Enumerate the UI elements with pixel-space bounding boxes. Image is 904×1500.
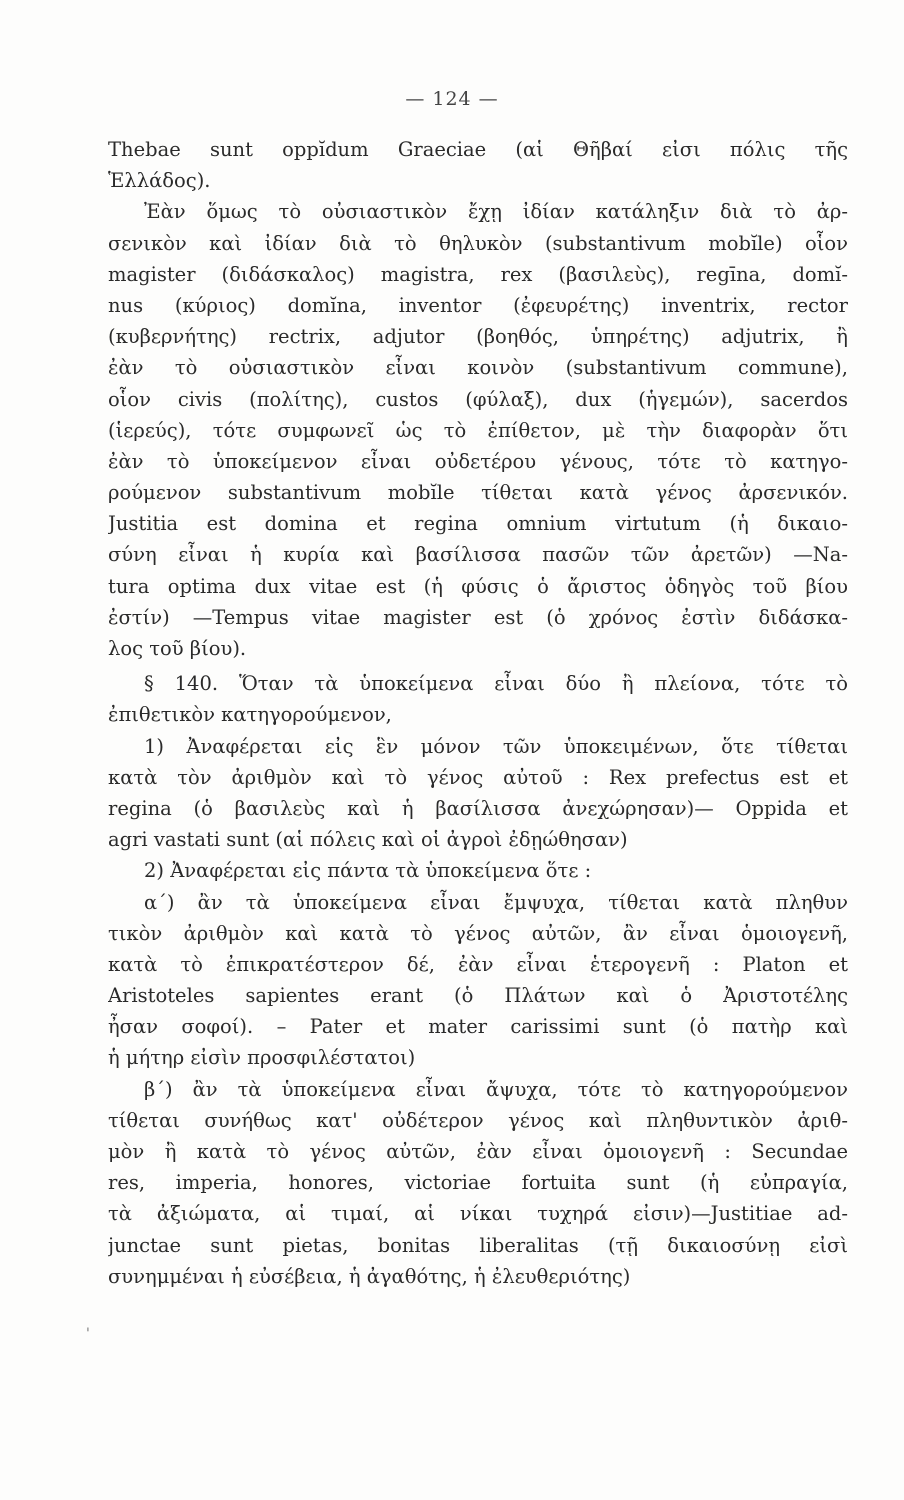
text-line: magister (διδάσκαλος) magistra, rex (βασιλεὺς), regīna, domĭ-: [108, 262, 848, 286]
text-line: nus (κύριος) domĭna, inventor (ἐφευρέτης) inventrix, rector: [108, 293, 848, 317]
text-line: Ἑλλάδος).: [108, 169, 211, 193]
text-line: σενικὸν καὶ ἰδίαν διὰ τὸ θηλυκὸν (substantivum mobĭle) οἷον: [108, 231, 848, 255]
text-line: ἐὰν τὸ οὐσιαστικὸν εἶναι κοινὸν (substantivum commune),: [108, 356, 848, 380]
text-line: ἡ μήτηρ εἰσὶν προσφιλέστατοι): [108, 1046, 416, 1070]
text-line: res, imperia, honores, victoriae fortuita sunt (ἡ εὐπραγία,: [108, 1171, 848, 1195]
text-line: tura optima dux vitae est (ἡ φύσις ὁ ἄριστος ὁδηγὸς τοῦ βίου: [108, 574, 848, 598]
text-line: regina (ὁ βασιλεὺς καὶ ἡ βασίλισσα ἀνεχώρησαν)— Oppida et: [108, 796, 848, 820]
text-line: junctae sunt pietas, bonitas liberalitas (τῇ δικαιοσύνῃ εἰσὶ: [108, 1233, 848, 1257]
text-line: συνημμέναι ἡ εὐσέβεια, ἡ ἀγαθότης, ἡ ἐλευθεριότης): [108, 1264, 631, 1288]
margin-mark: ': [86, 1326, 90, 1342]
text-line: 1) Ἀναφέρεται εἰς ἓν μόνον τῶν ὑποκειμένων, ὅτε τίθεται: [144, 734, 848, 758]
text-line: agri vastati sunt (αἱ πόλεις καὶ οἱ ἀγροὶ ἐδῃώθησαν): [108, 828, 628, 852]
text-line: τίθεται συνήθως κατ' οὐδέτερον γένος καὶ πληθυντικὸν ἀριθ-: [108, 1108, 848, 1132]
text-line: Thebae sunt oppĭdum Graeciae (αἱ Θῆβαί εἰσι πόλις τῆς: [108, 138, 848, 161]
text-line: Justitia est domina et regina omnium virtutum (ἡ δικαιο-: [108, 512, 848, 536]
page-number: — 124 —: [405, 88, 499, 110]
text-line: (κυβερνήτης) rectrix, adjutor (βοηθός, ὑπηρέτης) adjutrix, ἢ: [108, 325, 848, 349]
text-line: ἐὰν τὸ ὑποκείμενον εἶναι οὐδετέρου γένους, τότε τὸ κατηγο-: [108, 449, 848, 473]
text-line: β΄) ἂν τὰ ὑποκείμενα εἶναι ἄψυχα, τότε τὸ κατηγορούμενον: [144, 1077, 848, 1101]
text-line: ρούμενον substantivum mobĭle τίθεται κατὰ γένος ἀρσενικόν.: [108, 481, 848, 505]
section-heading-line: § 140. Ὅταν τὰ ὑποκείμενα εἶναι δύο ἢ πλείονα, τότε τὸ: [144, 672, 848, 696]
text-line: οἷον civis (πολίτης), custos (φύλαξ), dux (ἡγεμών), sacerdos: [108, 387, 848, 411]
text-line: κατὰ τὸν ἀριθμὸν καὶ τὸ γένος αὐτοῦ : Rex prefectus est et: [108, 765, 848, 789]
text-line: Aristoteles sapientes erant (ὁ Πλάτων καὶ ὁ Ἀριστοτέλης: [108, 984, 848, 1008]
text-line: 2) Ἀναφέρεται εἰς πάντα τὰ ὑποκείμενα ὅτε :: [144, 859, 592, 883]
text-line: κατὰ τὸ ἐπικρατέστερον δέ, ἐὰν εἶναι ἑτερογενῆ : Platon et: [108, 952, 848, 976]
text-line: μὸν ἢ κατὰ τὸ γένος αὐτῶν, ἐὰν εἶναι ὁμοιογενῆ : Secundae: [108, 1140, 848, 1163]
text-line: ἦσαν σοφοί). – Pater et mater carissimi sunt (ὁ πατὴρ καὶ: [108, 1015, 848, 1039]
text-line: σύνη εἶναι ἡ κυρία καὶ βασίλισσα πασῶν τῶν ἀρετῶν) —Na-: [108, 543, 848, 567]
text-line: ἐστίν) —Tempus vitae magister est (ὁ χρόνος ἐστὶν διδάσκα-: [108, 605, 848, 629]
text-line: Ἐὰν ὅμως τὸ οὐσιαστικὸν ἔχῃ ἰδίαν κατάληξιν διὰ τὸ ἀρ-: [144, 200, 848, 224]
text-line: α΄) ἂν τὰ ὑποκείμενα εἶναι ἔμψυχα, τίθεται κατὰ πληθυν: [144, 890, 848, 914]
text-line: τὰ ἀξιώματα, αἱ τιμαί, αἱ νίκαι τυχηρά εἰσιν)—Justitiae ad-: [108, 1202, 848, 1226]
text-line: ἐπιθετικὸν κατηγορούμενον,: [108, 703, 392, 727]
text-line: λος τοῦ βίου).: [108, 637, 247, 660]
body-text: [108, 134, 848, 1292]
text-line: τικὸν ἀριθμὸν καὶ κατὰ τὸ γένος αὐτῶν, ἂν εἶναι ὁμοιογενῆ,: [108, 921, 848, 945]
text-line: (ἱερεύς), τότε συμφωνεῖ ὡς τὸ ἐπίθετον, μὲ τὴν διαφορὰν ὅτι: [108, 418, 848, 442]
